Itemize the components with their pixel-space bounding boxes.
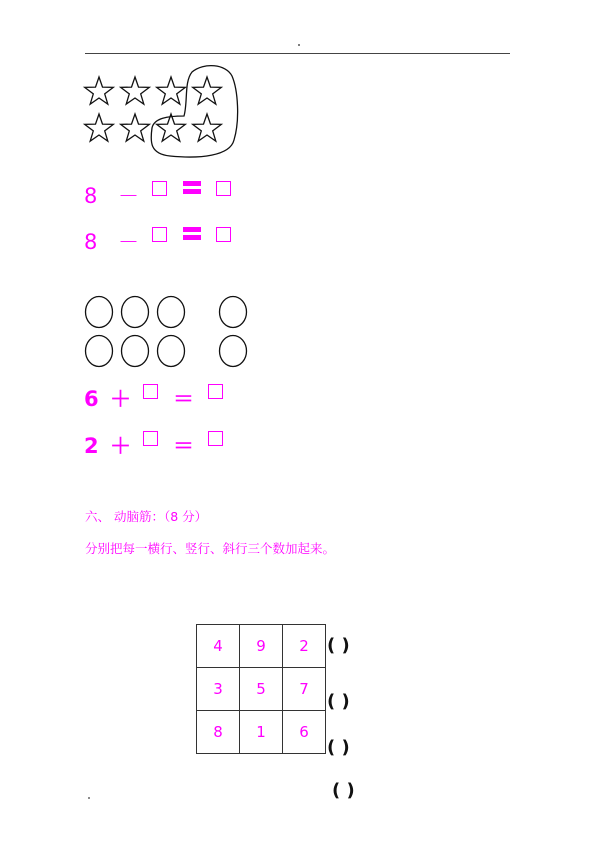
footer-dot: [88, 797, 90, 799]
plus-sign: ＋: [110, 434, 131, 458]
hand-drawn-circle: [151, 66, 237, 157]
section-instruction: 分别把每一横行、竖行、斜行三个数加起来。: [85, 541, 336, 556]
grid-cell: 9: [240, 625, 283, 668]
section-title: 六、 动脑筋：（8 分）: [85, 509, 208, 524]
header-dot: [298, 44, 300, 46]
star-icon: [193, 77, 222, 104]
equals-sign: ＝: [173, 434, 194, 458]
circles-figure: [80, 292, 255, 372]
grid-cell: 3: [197, 668, 240, 711]
grid-row: [197, 668, 326, 711]
grid-cell: 6: [283, 711, 326, 754]
star-icon: [85, 77, 114, 104]
minus-sign: －: [118, 184, 139, 208]
circle-shape: [220, 336, 247, 367]
circle-shape: [122, 336, 149, 367]
grid-cell: 1: [240, 711, 283, 754]
circle-shape: [158, 297, 185, 328]
grid-cell: 7: [283, 668, 326, 711]
star-icon: [121, 77, 150, 104]
circle-shape: [220, 297, 247, 328]
equals-sign: [183, 227, 201, 240]
equation-first-number: 6: [84, 387, 99, 411]
equation-first-number: 2: [84, 434, 99, 458]
star-icon: [157, 114, 186, 141]
grid-cell: 5: [240, 668, 283, 711]
minus-sign: －: [118, 230, 139, 254]
equation-first-number: 8: [84, 230, 98, 254]
circle-shape: [86, 297, 113, 328]
star-icon: [157, 77, 186, 104]
equation-first-number: 8: [84, 184, 98, 208]
number-grid: [196, 624, 326, 754]
circle-shape: [158, 336, 185, 367]
equals-sign: [183, 181, 201, 194]
grid-row: [197, 711, 326, 754]
answer-parentheses[interactable]: ( ): [327, 737, 350, 758]
plus-sign: ＋: [110, 387, 131, 411]
answer-parentheses[interactable]: ( ): [332, 780, 355, 801]
grid-cell: 8: [197, 711, 240, 754]
answer-parentheses[interactable]: ( ): [327, 635, 350, 656]
grid-cell: 4: [197, 625, 240, 668]
star-icon: [85, 114, 114, 141]
stars-figure: [80, 62, 250, 162]
star-icon: [121, 114, 150, 141]
header-rule: [85, 53, 510, 54]
equals-sign: ＝: [173, 387, 194, 411]
circle-shape: [122, 297, 149, 328]
grid-cell: 2: [283, 625, 326, 668]
star-icon: [193, 114, 222, 141]
answer-parentheses[interactable]: ( ): [327, 691, 350, 712]
circle-shape: [86, 336, 113, 367]
grid-row: [197, 625, 326, 668]
